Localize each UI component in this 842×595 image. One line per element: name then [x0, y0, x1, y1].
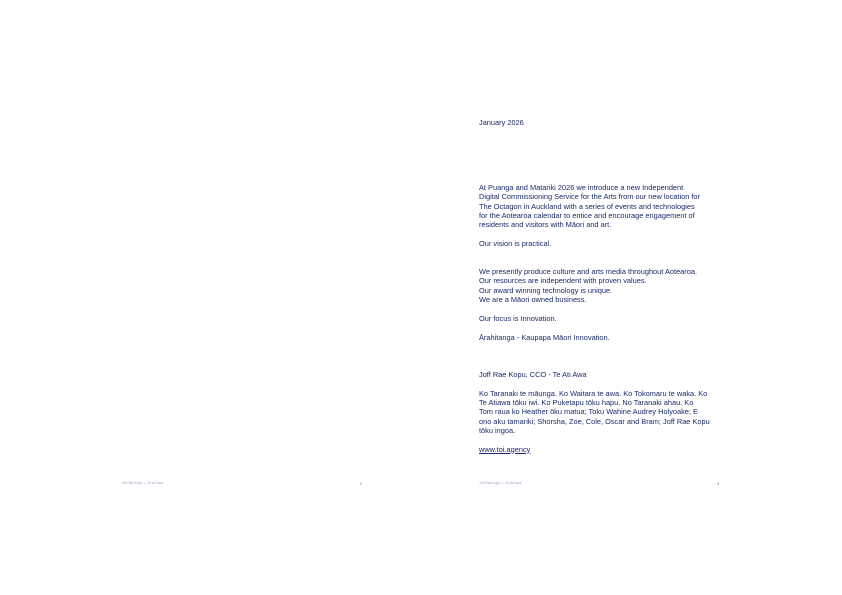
intro-line: residents and visitors with Māori and art.: [479, 220, 612, 230]
document-date: January 2026: [479, 118, 524, 127]
vision-statement: Our vision is practical.: [479, 239, 552, 249]
pepeha-line: Tom raua ko Heather ōku matua; Toku Wahine Audrey Holyoake; E: [479, 407, 698, 417]
right-page-number: 3: [717, 481, 720, 486]
pepeha-line: Te Atiawa tōku iwi. Ko Puketapu tōku hapu. No Taranaki ahau. Ko: [479, 397, 694, 407]
right-page-footer: Joff Rae Kopu — Te Ati Awa: [479, 481, 522, 485]
statement-line: Our resources are independent with proven values.: [479, 276, 647, 286]
intro-line: Digital Commissioning Service for the Arts from our new location for: [479, 192, 700, 202]
statement-line: We presently produce culture and arts media throughout Aotearoa.: [479, 267, 698, 277]
right-page: [421, 0, 842, 595]
intro-line: for the Aotearoa calendar to entice and encourage engagement of: [479, 211, 695, 221]
left-page-number: 2: [360, 481, 363, 486]
body-text: [479, 183, 724, 454]
intro-line: The Octagon in Auckland with a series of events and technologies: [479, 201, 695, 211]
focus-statement: Our focus is Innovation.: [479, 313, 557, 323]
statement-line: Our award winning technology is unique.: [479, 285, 613, 295]
pepeha-line: tōku ingoa.: [479, 425, 516, 435]
author-line: Joff Rae Kopu, CCO - Te Ati Awa: [479, 369, 587, 379]
website-link[interactable]: www.toi.agency: [479, 444, 531, 454]
pepeha-line: ono aku tamariki; Shorsha, Zoe, Cole, Oscar and Bram; Joff Rae Kopu: [479, 416, 710, 426]
website-line: [479, 445, 724, 454]
statement-line: We are a Māori owned business.: [479, 295, 587, 305]
arahitanga-statement: Ārahitanga - Kaupapa Māori Innovation.: [479, 332, 610, 342]
left-page-footer: Joff Rae Kopu — Te Ati Awa: [121, 481, 164, 485]
intro-line: At Puanga and Matariki 2026 we introduce a new Independent: [479, 183, 684, 192]
pepeha-line: Ko Taranaki te māunga. Ko Waitara te awa. Ko Tokomaru te waka. Ko: [479, 388, 708, 398]
